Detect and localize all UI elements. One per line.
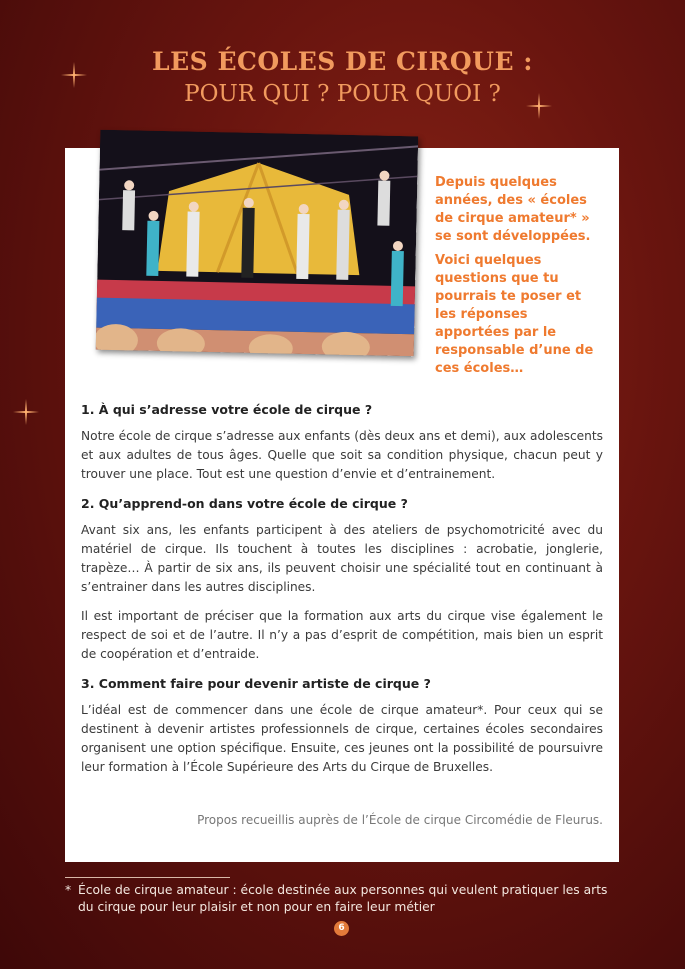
footnote [65, 882, 625, 916]
answer-paragraph: L’idéal est de commencer dans une école de cirque amateur*. Pour ceux qui se destinent à devenir artistes professionnels de cirque, certaines écoles secondaires organisent une option spécifique. Ensuite, ces jeunes ont la possibilité de poursuivre leur formation à l’École Supérieure des Arts du Cirque de Bruxelles. [81, 703, 603, 774]
title-line-2: POUR QUI ? POUR QUOI ? [184, 81, 501, 107]
question-heading: 2. Qu’apprend-on dans votre école de cirque ? [81, 496, 408, 511]
intro-text [435, 174, 605, 384]
sparkle-icon [526, 93, 552, 119]
page-title [0, 46, 685, 110]
circus-photo [96, 130, 419, 357]
answer-paragraph: Notre école de cirque s’adresse aux enfants (dès deux ans et demi), aux adolescents et aux adultes de tous âges. Quelle que soit sa condition physique, chacun peut y trouver une place. Tout est une question d’envie et d’entrainement. [81, 429, 603, 481]
question-section-1 [81, 400, 603, 484]
question-heading: 3. Comment faire pour devenir artiste de cirque ? [81, 676, 431, 691]
circus-performance-photo-icon [96, 130, 419, 357]
answer-paragraph: Il est important de préciser que la formation aux arts du cirque vise également le respect de soi et de l’autre. Il n’y a pas d’esprit de compétition, mais bien un esprit de coopération et d’entraide. [81, 609, 603, 661]
intro-paragraph-2: Voici quelques questions que tu pourrais te poser et les réponses apportées par le responsable d’une de ces écoles… [435, 253, 594, 376]
question-section-2 [81, 494, 603, 664]
question-heading: 1. À qui s’adresse votre école de cirque ? [81, 402, 373, 417]
page-number: 6 [334, 921, 349, 936]
title-line-1: LES ÉCOLES DE CIRQUE : [152, 47, 533, 76]
sparkle-icon [13, 399, 39, 425]
answer-paragraph: Avant six ans, les enfants participent à des ateliers de psychomotricité avec du matériel de cirque. Ils touchent à toutes les disciplines : acrobatie, jonglerie, trapèze… À partir de six ans, ils peuvent choisir une spécialité tout en continuant à s’entrainer dans les autres disciplines. [81, 523, 603, 594]
interview-content [81, 400, 603, 787]
footnote-divider [65, 877, 230, 878]
question-section-3 [81, 674, 603, 777]
footnote-marker: * [65, 883, 72, 897]
credit-line: Propos recueillis auprès de l’École de cirque Circomédie de Fleurus. [197, 813, 603, 827]
intro-paragraph-1: Depuis quelques années, des « écoles de cirque amateur* » se sont développées. [435, 175, 591, 244]
sparkle-icon [61, 62, 87, 88]
footnote-text: École de cirque amateur : école destinée aux personnes qui veulent pratiquer les arts du cirque pour leur plaisir et non pour en faire leur métier [78, 883, 608, 914]
